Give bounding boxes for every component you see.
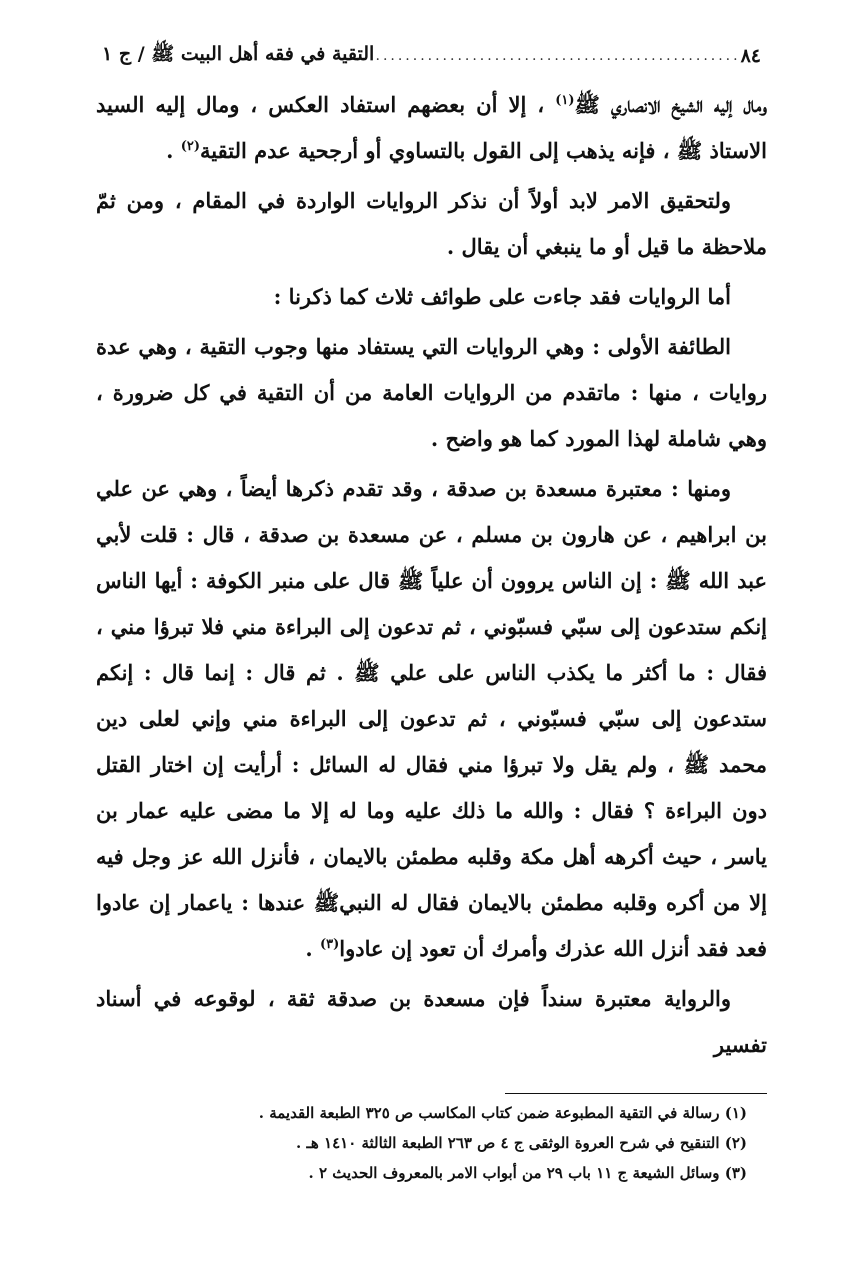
- footnote-marker: (١): [555, 93, 575, 108]
- footnote: (٣) وسائل الشيعة ج ١١ باب ٢٩ من أبواب الامر بالمعروف الحديث ٢ .: [308, 1164, 747, 1182]
- page-number: ٨٤: [740, 45, 761, 67]
- paragraph: الطائفة الأولى : وهي الروايات التي يستفاد منها وجوب التقية ، وهي عدة روايات ، منها : ماتقدم من الروايات العامة من أن التقية في كل ضرورة ، وهي شاملة لهذا المورد كما هو واضح .: [96, 334, 767, 451]
- paragraph: ولتحقيق الامر لابد أولاً أن نذكر الروايات الواردة في المقام ، ومن ثمّ ملاحظة ما قيل أو ما ينبغي أن يقال .: [96, 188, 767, 259]
- footnote-marker: (٣): [319, 937, 340, 952]
- footnote-marker: (٢): [180, 139, 201, 154]
- running-header: [96, 36, 767, 76]
- main-text: [96, 82, 767, 1068]
- paragraph: ومنها : معتبرة مسعدة بن صدقة ، وقد تقدم ذكرها أيضاً ، وهي عن علي بن ابراهيم ، عن هارون بن مسلم ، عن مسعدة بن صدقة ، قال : قلت لأبي عبد الله ﷺ : إن الناس يروون أن علياً ﷺ قال على منبر الكوفة : أيها الناس إنكم ستدعون إلى سبّي فسبّوني ، ثم تدعون إلى البراءة مني فلا تبرؤا مني ، فقال : ما أكثر ما يكذب الناس على علي ﷺ . ثم قال : إنما قال : إنكم ستدعون إلى سبّي فسبّوني ، ثم تدعون إلى البراءة مني وإني لعلى دين محمد ﷺ ، ولم يقل ولا تبرؤا مني فقال له السائل : أرأيت إن اختار القتل دون البراءة ؟ فقال : والله ما ذلك عليه وما له إلا ما مضى عليه عمار بن ياسر ، حيث أكرهه أهل مكة وقلبه مطمئن بالايمان ، فأنزل الله عز وجل فيه إلا من أكره وقلبه مطمئن بالايمان فقال له النبيﷺ عندها : ياعمار إن عادوا فعد فقد أنزل الله عذرك وأمرك أن تعود إن عادوا$^{(٣)}$ .: [96, 476, 767, 961]
- footnotes: [150, 1098, 747, 1188]
- header-leader-dots: [374, 49, 740, 63]
- header-title: التقية في فقه أهل البيت ﷺ / ج ١: [102, 43, 375, 65]
- paragraph: والرواية معتبرة سنداً فإن مسعدة بن صدقة ثقة ، لوقوعه في أسناد تفسير: [96, 986, 767, 1057]
- footnote: (١) رسالة في التقية المطبوعة ضمن كتاب المكاسب ص ٣٢٥ الطبعة القديمة .: [258, 1104, 747, 1122]
- paragraph: أما الروايات فقد جاءت على طوائف ثلاث كما ذكرنا :: [273, 284, 731, 309]
- footnote: (٢) التنقيح في شرح العروة الوثقى ج ٤ ص ٢٦٣ الطبعة الثالثة ١٤١٠ هـ .: [296, 1134, 747, 1152]
- paragraph: ومال إليه الشيخ الانصاري ﷺ$^{(١)}$ ، إلا أن بعضهم استفاد العكس ، ومال إليه السيد الاستاذ ﷺ ، فإنه يذهب إلى القول بالتساوي أو أرجحية عدم التقية$^{(٢)}$ .: [96, 92, 767, 163]
- footnote-separator: [505, 1093, 767, 1094]
